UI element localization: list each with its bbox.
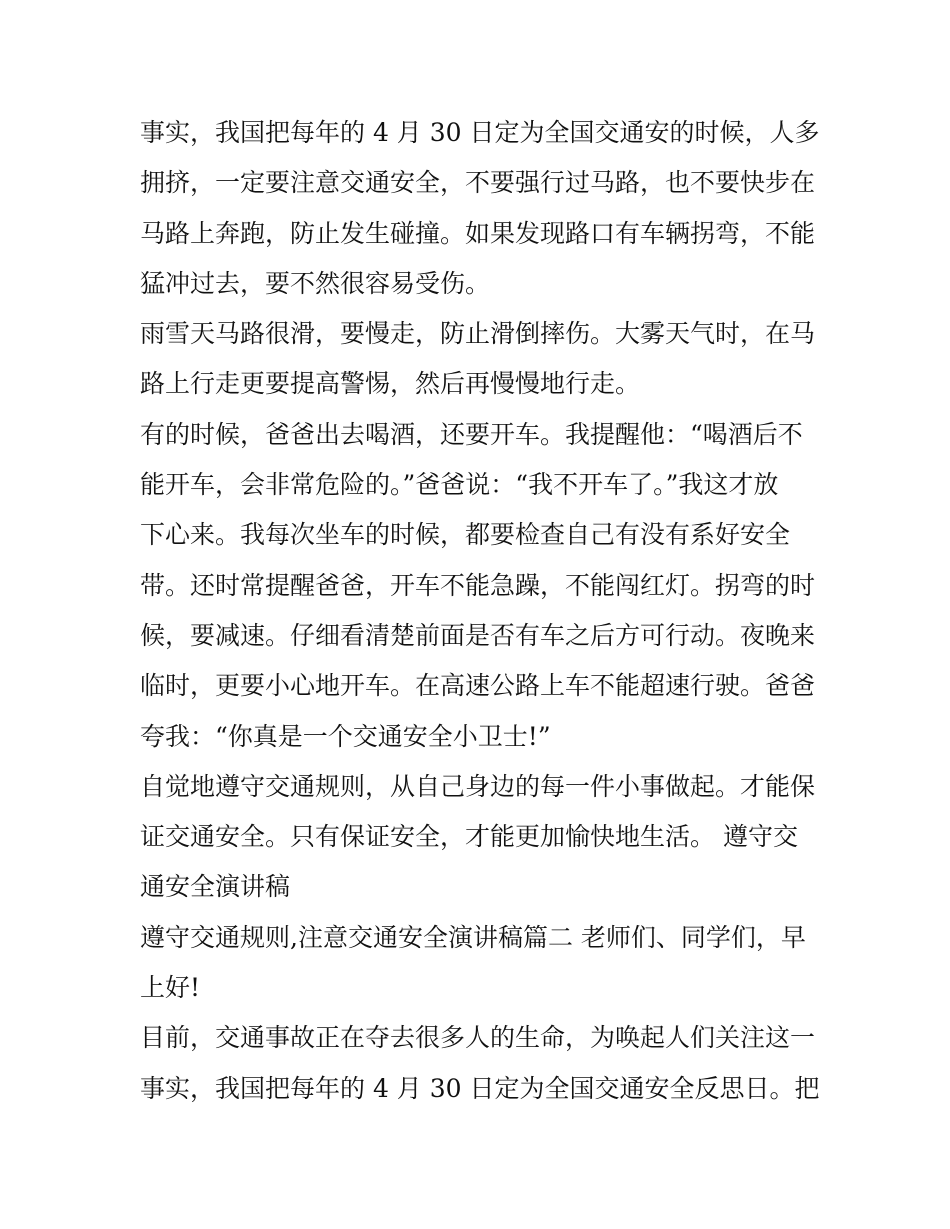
text-line: 路上行走更要提高警惕，然后再慢慢地行走。 (140, 369, 641, 399)
text-line: 通安全演讲稿 (140, 872, 291, 902)
text-line: 夸我：“你真是一个交通安全小卫士!” (140, 721, 551, 751)
document-body (140, 108, 830, 1114)
text-line: 能开车，会非常危险的。”爸爸说：“我不开车了。”我这才放 (140, 470, 779, 500)
text-line: 事实，我国把每年的 4 月 30 日定为全国交通安全反思日。把 (140, 1073, 820, 1103)
text-line: 临时，更要小心地开车。在高速公路上车不能超速行驶。爸爸 (140, 671, 816, 701)
text-line: 猛冲过去，要不然很容易受伤。 (140, 268, 491, 298)
text-line: 目前，交通事故正在夺去很多人的生命，为唤起人们关注这一 (140, 1023, 816, 1053)
text-line: 有的时候，爸爸出去喝酒，还要开车。我提醒他：“喝酒后不 (140, 419, 803, 449)
text-line: 事实，我国把每年的 4 月 30 日定为全国交通安的时候，人多 (140, 118, 820, 147)
text-line: 候，要减速。仔细看清楚前面是否有车之后方可行动。夜晚来 (140, 620, 816, 650)
text-line: 下心来。我每次坐车的时候，都要检查自己有没有系好安全 (140, 520, 791, 550)
text-line: 雨雪天马路很滑，要慢走，防止滑倒摔伤。大雾天气时，在马 (140, 319, 816, 349)
text-line: 上好! (140, 973, 201, 1003)
text-line: 带。还时常提醒爸爸，开车不能急躁，不能闯红灯。拐弯的时 (140, 570, 816, 600)
text-line: 证交通安全。只有保证安全，才能更加愉快地生活。 遵守交 (140, 822, 798, 852)
text-line: 马路上奔跑，防止发生碰撞。如果发现路口有车辆拐弯，不能 (140, 218, 816, 248)
text-line: 遵守交通规则,注意交通安全演讲稿篇二 老师们、同学们，早 (140, 922, 806, 952)
text-line: 拥挤，一定要注意交通安全，不要强行过马路，也不要快步在 (140, 168, 816, 198)
text-line: 自觉地遵守交通规则，从自己身边的每一件小事做起。才能保 (140, 771, 816, 801)
